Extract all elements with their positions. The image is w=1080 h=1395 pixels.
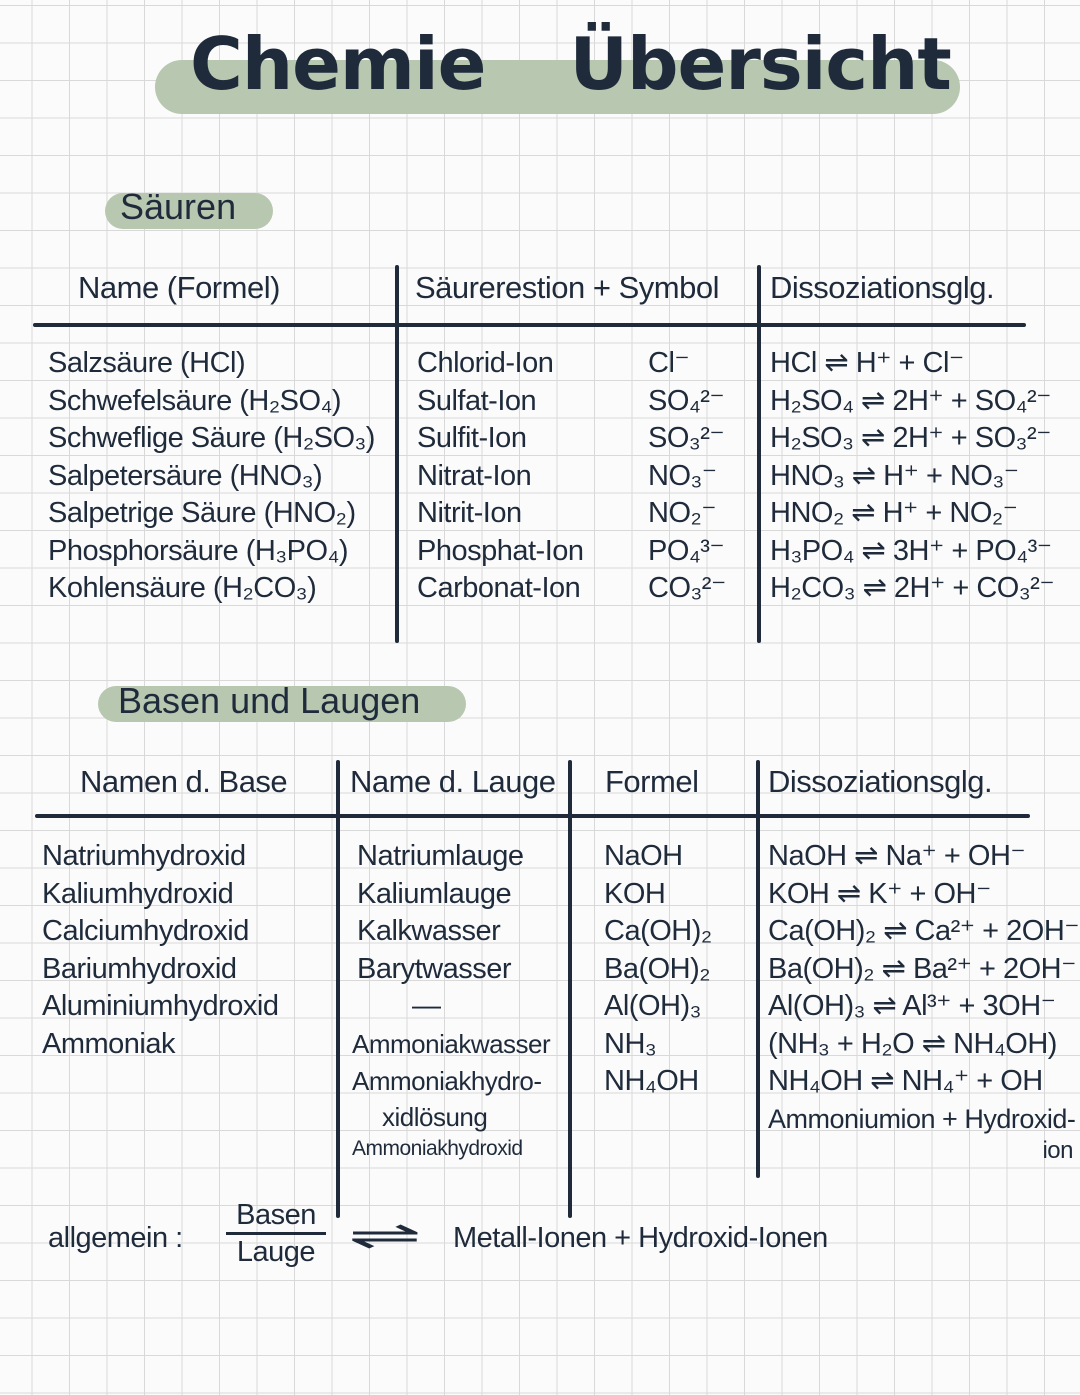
lye-name: Kalkwasser: [357, 915, 501, 947]
acid-symbol: SO₄²⁻: [648, 384, 725, 417]
base-equation: Ammoniumion + Hydroxid-: [768, 1103, 1076, 1134]
base-equation: Al(OH)₃ ⇌ Al³⁺ + 3OH⁻: [768, 990, 1056, 1022]
lye-name: Barytwasser: [357, 952, 512, 985]
lye-name: Ammoniakhydroxid: [352, 1136, 523, 1160]
base-name: Natriumhydroxid: [42, 840, 246, 872]
bases-column-divider: [568, 760, 572, 1218]
base-equation: Ca(OH)₂ ⇌ Ca²⁺ + 2OH⁻: [768, 915, 1080, 947]
acid-name: Salpetersäure (HNO₃): [48, 459, 323, 492]
acid-name: Kohlensäure (H₂CO₃): [48, 572, 317, 604]
acid-symbol: Cl⁻: [648, 347, 690, 379]
base-formula: NaOH: [604, 840, 683, 872]
acid-name: Salzsäure (HCl): [48, 347, 246, 379]
base-name: Bariumhydroxid: [42, 952, 237, 985]
bases-column-divider: [756, 760, 760, 1178]
base-equation: NH₄OH ⇌ NH₄⁺ + OH: [768, 1065, 1043, 1097]
bases-base-column: [42, 838, 279, 1063]
acid-equation: HNO₂ ⇌ H⁺ + NO₂⁻: [770, 497, 1018, 529]
acids-name-column: [48, 345, 375, 608]
acids-heading: Säuren: [120, 186, 237, 227]
base-formula: Al(OH)₃: [604, 990, 701, 1022]
bases-formula-column: [604, 838, 712, 1101]
fraction-numerator: Basen: [236, 1199, 316, 1231]
base-name: Ammoniak: [42, 1027, 175, 1060]
acid-equation: H₃PO₄ ⇌ 3H⁺ + PO₄³⁻: [770, 534, 1052, 567]
acid-ion: Carbonat-Ion: [417, 572, 581, 604]
acid-symbol: SO₃²⁻: [648, 422, 725, 454]
bases-header-divider: [35, 814, 1030, 818]
acid-ion: Nitrat-Ion: [417, 459, 532, 492]
bases-column-divider: [336, 760, 340, 1218]
base-name: Aluminiumhydroxid: [42, 990, 279, 1022]
general-result: Metall-Ionen + Hydroxid-Ionen: [453, 1222, 828, 1254]
acid-ion: Sulfat-Ion: [417, 384, 537, 417]
bases-header-equation: Dissoziationsglg.: [768, 764, 993, 799]
base-formula: KOH: [604, 877, 666, 910]
acid-equation: H₂SO₄ ⇌ 2H⁺ + SO₄²⁻: [770, 384, 1051, 417]
acids-header-divider: [33, 323, 1026, 327]
acid-equation: H₂SO₃ ⇌ 2H⁺ + SO₃²⁻: [770, 422, 1051, 454]
base-formula: NH₄OH: [604, 1065, 699, 1097]
acid-equation: HCl ⇌ H⁺ + Cl⁻: [770, 347, 964, 379]
base-equation: Ba(OH)₂ ⇌ Ba²⁺ + 2OH⁻: [768, 952, 1076, 985]
base-equation: NaOH ⇌ Na⁺ + OH⁻: [768, 840, 1026, 872]
bases-header-base: Namen d. Base: [80, 764, 288, 799]
acid-symbol: NO₂⁻: [648, 497, 717, 529]
equilibrium-arrow-icon: ⇌: [348, 1214, 421, 1258]
general-label: allgemein :: [48, 1222, 183, 1254]
base-equation: KOH ⇌ K⁺ + OH⁻: [768, 877, 991, 910]
lye-name: Kaliumlauge: [357, 877, 512, 910]
acids-symbol-column: [648, 345, 726, 608]
general-fraction: [226, 1198, 326, 1269]
acid-name: Schweflige Säure (H₂SO₃): [48, 422, 375, 454]
acid-ion: Nitrit-Ion: [417, 497, 522, 529]
lye-name: Ammoniakhydro-: [352, 1066, 542, 1096]
acid-equation: H₂CO₃ ⇌ 2H⁺ + CO₃²⁻: [770, 572, 1055, 604]
bases-heading: Basen und Laugen: [118, 680, 421, 721]
acid-symbol: PO₄³⁻: [648, 534, 725, 567]
acid-name: Salpetrige Säure (HNO₂): [48, 497, 356, 529]
base-formula: Ba(OH)₂: [604, 952, 711, 985]
acids-header-equation: Dissoziationsglg.: [770, 270, 995, 305]
acids-column-divider: [395, 265, 399, 643]
acid-symbol: CO₃²⁻: [648, 572, 726, 604]
bases-lye-column: [352, 838, 550, 1165]
page-title: Chemie Übersicht: [190, 22, 951, 106]
acid-equation: HNO₃ ⇌ H⁺ + NO₃⁻: [770, 459, 1019, 492]
base-name: Calciumhydroxid: [42, 915, 249, 947]
acid-name: Phosphorsäure (H₃PO₄): [48, 534, 349, 567]
lye-name: xidlösung: [382, 1101, 488, 1132]
acids-column-divider: [757, 265, 761, 643]
fraction-denominator: Lauge: [236, 1236, 316, 1268]
acids-header-ion: Säurerestion + Symbol: [415, 270, 719, 305]
base-formula: Ca(OH)₂: [604, 915, 712, 947]
bases-equation-column: [768, 838, 1079, 1164]
acids-header-name: Name (Formel): [78, 270, 280, 305]
acids-equation-column: [770, 345, 1054, 608]
base-name: Kaliumhydroxid: [42, 877, 234, 910]
lye-name: —: [412, 990, 441, 1022]
bases-header-formula: Formel: [605, 764, 699, 799]
lye-name: Ammoniakwasser: [352, 1028, 551, 1059]
acid-ion: Phosphat-Ion: [417, 534, 584, 567]
base-equation: ion: [1042, 1137, 1073, 1164]
acid-symbol: NO₃⁻: [648, 459, 717, 492]
base-equation: (NH₃ + H₂O ⇌ NH₄OH): [768, 1027, 1057, 1060]
lye-name: Natriumlauge: [357, 840, 524, 872]
acid-ion: Sulfit-Ion: [417, 422, 527, 454]
acid-ion: Chlorid-Ion: [417, 347, 554, 379]
acid-name: Schwefelsäure (H₂SO₄): [48, 384, 342, 417]
base-formula: NH₃: [604, 1027, 657, 1060]
acids-ion-column: [417, 345, 584, 608]
bases-header-lye: Name d. Lauge: [350, 764, 556, 799]
